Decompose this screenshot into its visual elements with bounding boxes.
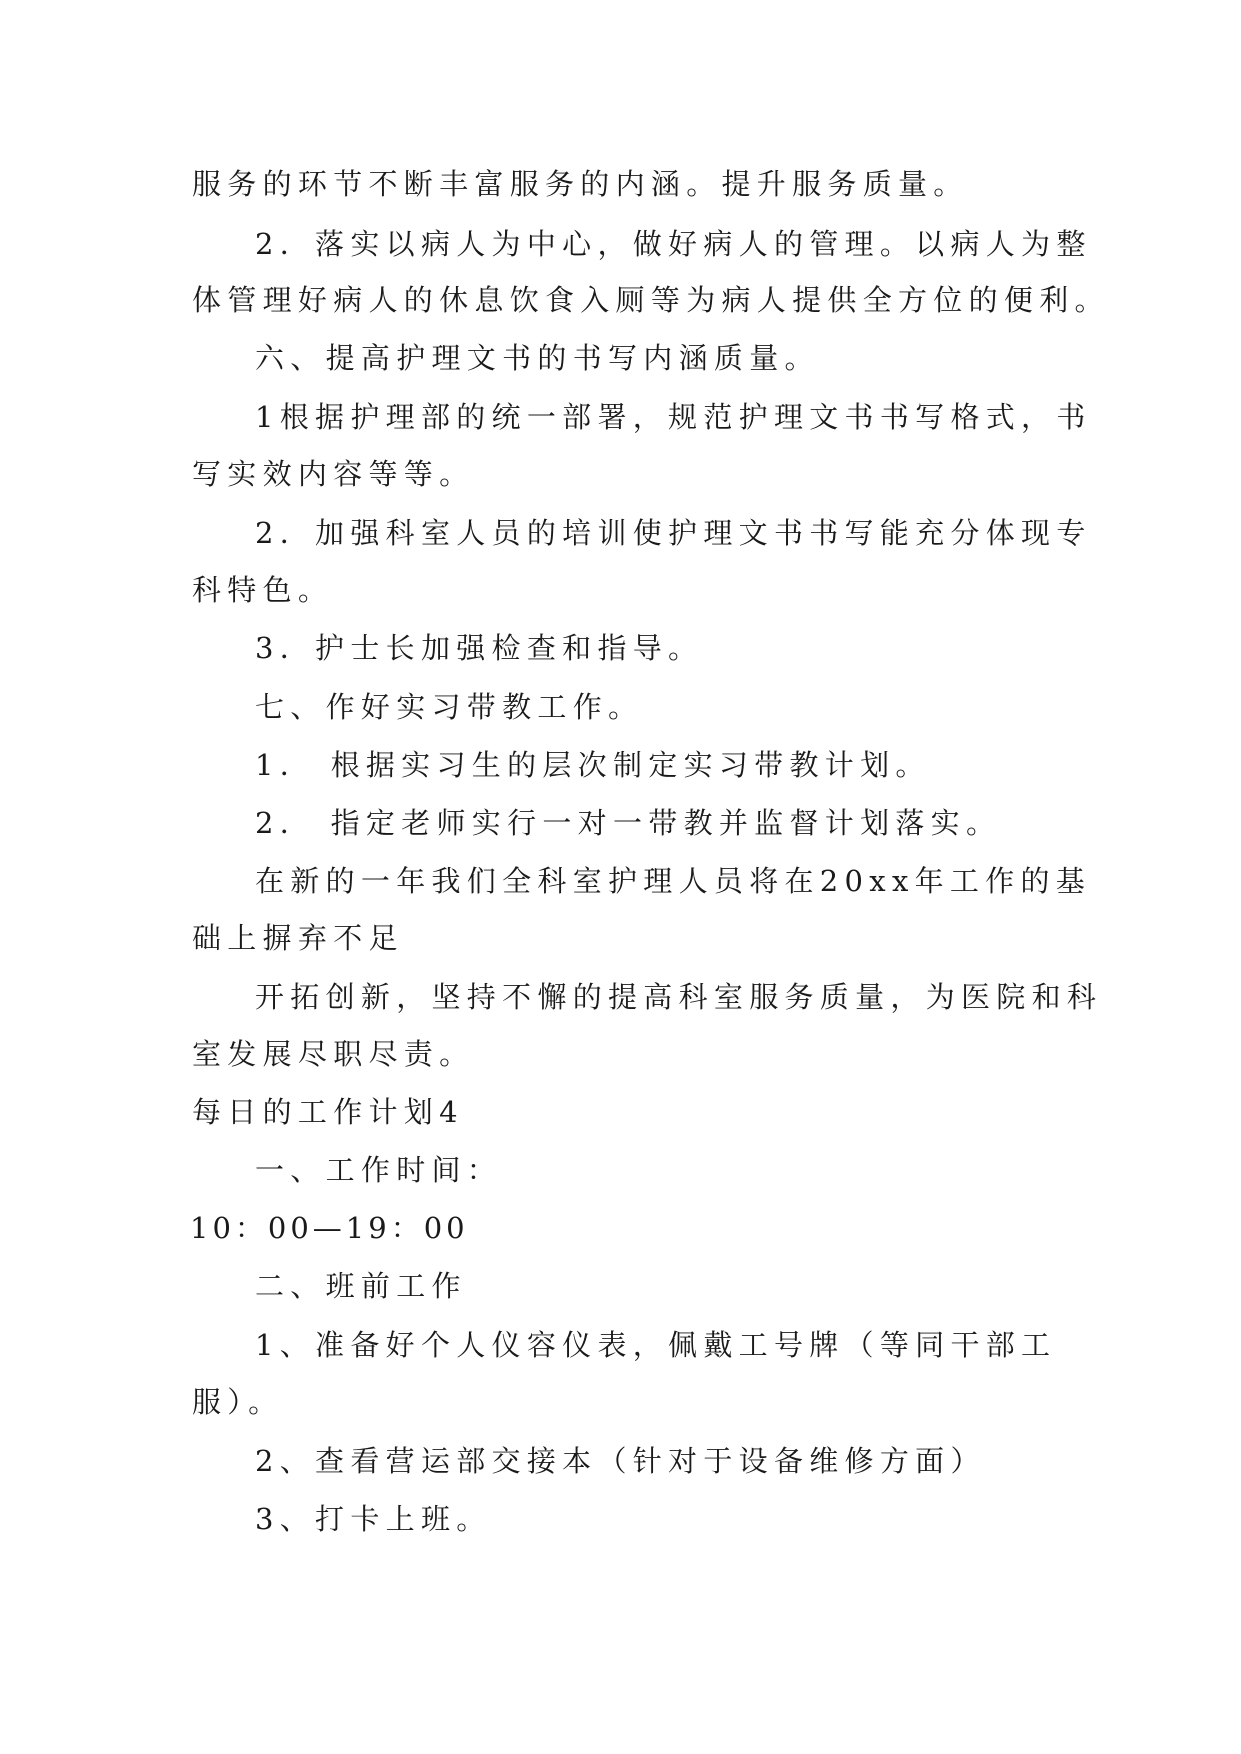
text-line: 1． 根据实习生的层次制定实习带教计划。 <box>255 748 931 782</box>
text-line: 2、查看营运部交接本（针对于设备维修方面） <box>255 1444 986 1478</box>
section-heading: 二、班前工作 <box>255 1269 467 1303</box>
text-line: 开拓创新，坚持不懈的提高科室服务质量，为医院和科 <box>255 980 1103 1014</box>
text-line: 写实效内容等等。 <box>192 457 475 491</box>
text-line: 2． 指定老师实行一对一带教并监督计划落实。 <box>255 806 1002 840</box>
section-heading: 一、工作时间： <box>255 1153 503 1187</box>
text-line: 科特色。 <box>192 573 334 607</box>
text-line: 3、打卡上班。 <box>255 1502 492 1536</box>
section-heading: 七、作好实习带教工作。 <box>255 690 644 724</box>
time-range: 10：00—19：00 <box>190 1211 469 1245</box>
text-line: 础上摒弃不足 <box>192 921 404 955</box>
text-line: 在新的一年我们全科室护理人员将在20xx年工作的基 <box>255 864 1092 898</box>
text-line: 室发展尽职尽责。 <box>192 1037 475 1071</box>
document-title: 每日的工作计划4 <box>192 1095 464 1129</box>
text-line: 2．加强科室人员的培训使护理文书书写能充分体现专 <box>255 516 1092 550</box>
text-line: 2．落实以病人为中心，做好病人的管理。以病人为整 <box>255 227 1092 261</box>
text-line: 1根据护理部的统一部署，规范护理文书书写格式，书 <box>255 400 1092 434</box>
text-line: 服务的环节不断丰富服务的内涵。提升服务质量。 <box>192 167 969 201</box>
text-line: 1、准备好个人仪容仪表，佩戴工号牌（等同干部工 <box>255 1328 1057 1362</box>
section-heading: 六、提高护理文书的书写内涵质量。 <box>255 341 820 375</box>
text-line: 3．护士长加强检查和指导。 <box>255 631 704 665</box>
text-line: 服）。 <box>192 1385 284 1419</box>
text-line: 体管理好病人的休息饮食入厕等为病人提供全方位的便利。 <box>192 283 1110 317</box>
